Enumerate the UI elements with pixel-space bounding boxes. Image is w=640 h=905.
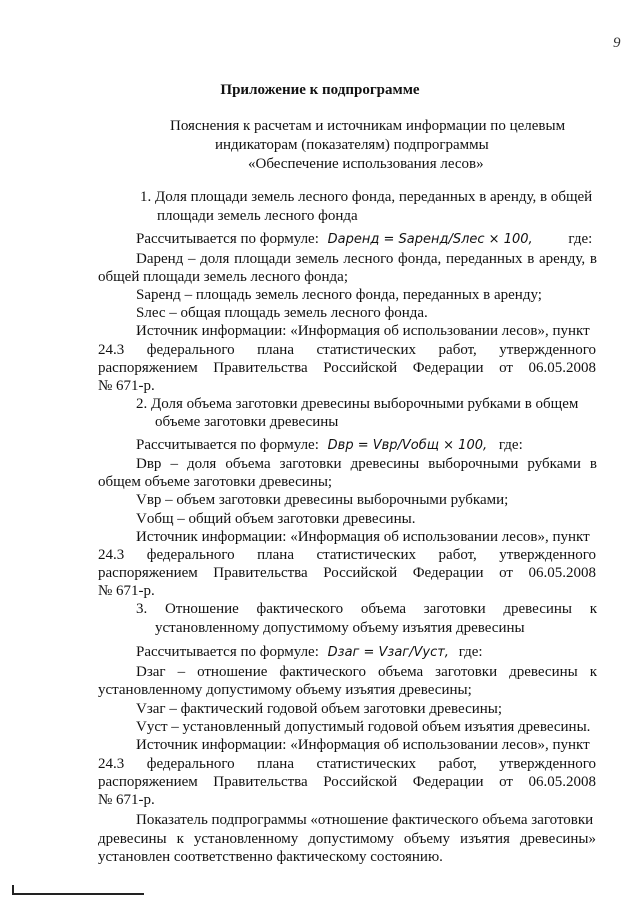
- section-2-source-line-1: Источник информации: «Информация об использовании лесов», пункт: [136, 529, 590, 545]
- section-1-source-line-2: 24.3 федерального плана статистических работ, утвержденного: [98, 342, 596, 358]
- section-2-def-line-3: Vвр – объем заготовки древесины выборочными рубками;: [136, 492, 509, 508]
- section-3-def-line-4: Vуст – установленный допустимый годовой объем изъятия древесины.: [136, 719, 591, 735]
- section-2-def-line-1: Dвр – доля объема заготовки древесины выборочными рубками в: [136, 456, 597, 472]
- section-3-source-line-4: № 671-р.: [98, 792, 155, 808]
- section-3-heading-line-2: установленному допустимому объему изъятия древесины: [155, 620, 525, 636]
- formula-intro: Рассчитывается по формуле:: [136, 644, 319, 660]
- section-1-def-line-4: Sлес – общая площадь земель лесного фонда.: [136, 305, 428, 321]
- formula-intro: Рассчитывается по формуле:: [136, 231, 319, 247]
- section-1-def-line-2: общей площади земель лесного фонда;: [98, 269, 348, 285]
- formula-intro: Рассчитывается по формуле:: [136, 437, 319, 453]
- section-1-formula-line: [136, 230, 592, 249]
- section-1-heading-line-1: 1. Доля площади земель лесного фонда, переданных в аренду, в общей: [140, 189, 593, 205]
- formula-suffix: где:: [568, 231, 593, 247]
- conclusion-line-1: Показатель подпрограммы «отношение фактического объема заготовки: [136, 812, 594, 828]
- section-2-def-line-2: общем объеме заготовки древесины;: [98, 474, 333, 490]
- section-2-formula-line: [136, 436, 523, 455]
- formula: Dвр = Vвр/Vобщ × 100,: [327, 438, 488, 453]
- section-1-source-line-1: Источник информации: «Информация об использовании лесов», пункт: [136, 323, 590, 339]
- section-3-source-line-2: 24.3 федерального плана статистических работ, утвержденного: [98, 756, 596, 772]
- section-3-source-line-1: Источник информации: «Информация об использовании лесов», пункт: [136, 737, 590, 753]
- formula-suffix: где:: [498, 437, 523, 453]
- section-2-heading-line-2: объеме заготовки древесины: [155, 414, 339, 430]
- formula-suffix: где:: [458, 644, 483, 660]
- section-3-heading-line-1: 3. Отношение фактического объема заготовки древесины к: [136, 601, 597, 617]
- section-3-def-line-1: Dзаг – отношение фактического объема заготовки древесины к: [136, 664, 597, 680]
- section-1-source-line-4: № 671-р.: [98, 378, 155, 394]
- subtitle-line-3: «Обеспечение использования лесов»: [248, 156, 484, 172]
- section-1-def-line-1: Dаренд – доля площади земель лесного фонда, переданных в аренду, в: [136, 251, 597, 267]
- section-2-source-line-3: распоряжением Правительства Российской Федерации от 06.05.2008: [98, 565, 596, 581]
- page-corner-mark: [12, 885, 144, 895]
- page-number: 9: [613, 35, 621, 51]
- section-1-def-line-3: Sаренд – площадь земель лесного фонда, переданных в аренду;: [136, 287, 542, 303]
- section-1-source-line-3: распоряжением Правительства Российской Федерации от 06.05.2008: [98, 360, 596, 376]
- conclusion-line-3: установлен соответственно фактическому состоянию.: [98, 849, 443, 865]
- section-3-def-line-2: установленному допустимому объему изъятия древесины;: [98, 682, 472, 698]
- section-3-formula-line: [136, 643, 483, 662]
- section-2-source-line-4: № 671-р.: [98, 583, 155, 599]
- section-2-heading-line-1: 2. Доля объема заготовки древесины выборочными рубками в общем: [136, 396, 579, 412]
- conclusion-line-2: древесины к установленному допустимому объему изъятия древесины»: [98, 831, 596, 847]
- section-2-def-line-4: Vобщ – общий объем заготовки древесины.: [136, 511, 416, 527]
- page-title: Приложение к подпрограмме: [220, 82, 420, 98]
- section-3-def-line-3: Vзаг – фактический годовой объем заготовки древесины;: [136, 701, 503, 717]
- formula: Dзаг = Vзаг/Vуст,: [327, 645, 449, 660]
- formula: Dаренд = Sаренд/Sлес × 100,: [327, 232, 533, 247]
- section-2-source-line-2: 24.3 федерального плана статистических работ, утвержденного: [98, 547, 596, 563]
- subtitle-line-2: индикаторам (показателям) подпрограммы: [215, 137, 489, 153]
- subtitle-line-1: Пояснения к расчетам и источникам информации по целевым: [170, 118, 566, 134]
- section-3-source-line-3: распоряжением Правительства Российской Федерации от 06.05.2008: [98, 774, 596, 790]
- section-1-heading-line-2: площади земель лесного фонда: [157, 208, 358, 224]
